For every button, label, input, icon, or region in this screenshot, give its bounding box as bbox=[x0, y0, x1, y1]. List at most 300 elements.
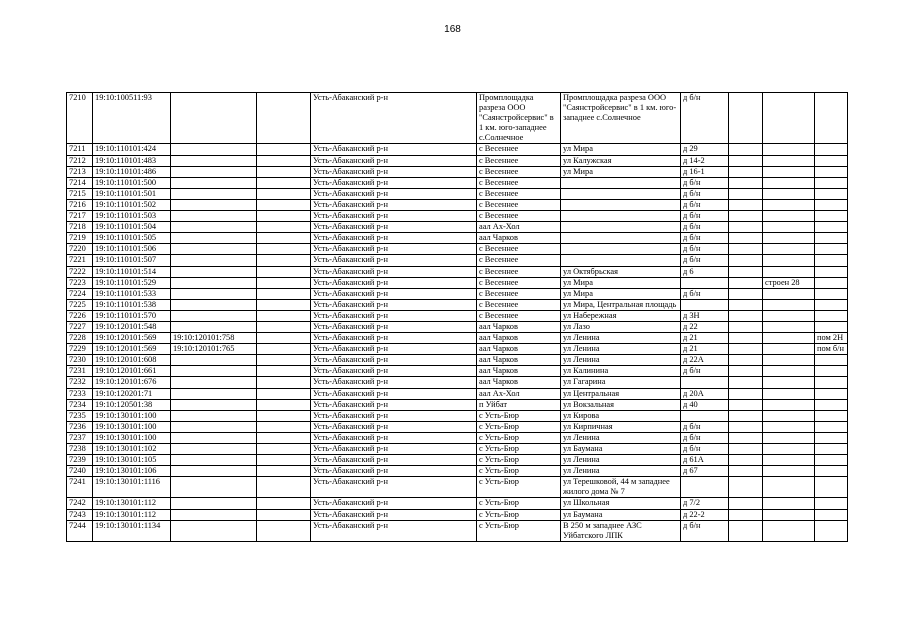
cell-locality: с Весеннее bbox=[477, 266, 561, 277]
cell-linked-cadastral-number bbox=[171, 266, 257, 277]
cell-linked-cadastral-number bbox=[171, 355, 257, 366]
cell-cadastral-number: 19:10:110101:502 bbox=[93, 199, 171, 210]
cell-row-number: 7217 bbox=[67, 211, 93, 222]
table-row bbox=[67, 155, 848, 166]
cell-row-number: 7243 bbox=[67, 509, 93, 520]
cell-building bbox=[763, 477, 815, 498]
cell-building bbox=[763, 498, 815, 509]
cell-cadastral-number: 19:10:110101:506 bbox=[93, 244, 171, 255]
cell-street: В 250 м западнее АЗС Уйбатского ЛПК bbox=[561, 520, 681, 541]
cell-row-number: 7233 bbox=[67, 388, 93, 399]
cell-premises bbox=[815, 277, 848, 288]
cell-column-4 bbox=[257, 266, 311, 277]
cell-linked-cadastral-number bbox=[171, 399, 257, 410]
cell-row-number: 7244 bbox=[67, 520, 93, 541]
cell-column-9 bbox=[729, 266, 763, 277]
cell-building bbox=[763, 432, 815, 443]
cell-linked-cadastral-number bbox=[171, 310, 257, 321]
cell-column-4 bbox=[257, 233, 311, 244]
cell-column-9 bbox=[729, 144, 763, 155]
cell-column-4 bbox=[257, 255, 311, 266]
cell-locality: аал Ах-Хол bbox=[477, 388, 561, 399]
cell-building bbox=[763, 222, 815, 233]
cell-house: д 61А bbox=[681, 455, 729, 466]
cell-column-9 bbox=[729, 288, 763, 299]
cell-building bbox=[763, 520, 815, 541]
cell-house: д 67 bbox=[681, 466, 729, 477]
cell-cadastral-number: 19:10:110101:501 bbox=[93, 188, 171, 199]
cell-linked-cadastral-number bbox=[171, 255, 257, 266]
cell-building bbox=[763, 310, 815, 321]
cell-street bbox=[561, 211, 681, 222]
cell-district: Усть-Абаканский р-н bbox=[311, 266, 477, 277]
cell-building bbox=[763, 509, 815, 520]
cell-building bbox=[763, 177, 815, 188]
cell-row-number: 7241 bbox=[67, 477, 93, 498]
cell-premises bbox=[815, 477, 848, 498]
cell-column-4 bbox=[257, 344, 311, 355]
cell-district: Усть-Абаканский р-н bbox=[311, 355, 477, 366]
cell-linked-cadastral-number bbox=[171, 144, 257, 155]
cell-column-9 bbox=[729, 388, 763, 399]
cell-locality: с Весеннее bbox=[477, 211, 561, 222]
cell-column-9 bbox=[729, 321, 763, 332]
cell-building bbox=[763, 355, 815, 366]
table-row bbox=[67, 166, 848, 177]
cell-column-4 bbox=[257, 377, 311, 388]
cell-cadastral-number: 19:10:120101:676 bbox=[93, 377, 171, 388]
cell-column-4 bbox=[257, 366, 311, 377]
cell-locality: с Весеннее bbox=[477, 144, 561, 155]
cell-district: Усть-Абаканский р-н bbox=[311, 177, 477, 188]
cell-cadastral-number: 19:10:110101:507 bbox=[93, 255, 171, 266]
cell-row-number: 7237 bbox=[67, 432, 93, 443]
table-row bbox=[67, 432, 848, 443]
cell-premises bbox=[815, 244, 848, 255]
cell-building bbox=[763, 344, 815, 355]
cell-premises bbox=[815, 355, 848, 366]
cell-building bbox=[763, 410, 815, 421]
cell-column-4 bbox=[257, 310, 311, 321]
cell-cadastral-number: 19:10:120501:38 bbox=[93, 399, 171, 410]
cell-premises: пом б/н bbox=[815, 344, 848, 355]
cell-column-4 bbox=[257, 432, 311, 443]
table-row bbox=[67, 520, 848, 541]
cell-house: д 22-2 bbox=[681, 509, 729, 520]
cell-premises bbox=[815, 266, 848, 277]
cell-row-number: 7219 bbox=[67, 233, 93, 244]
cell-cadastral-number: 19:10:130101:100 bbox=[93, 432, 171, 443]
table-row bbox=[67, 233, 848, 244]
cell-street: ул Кирова bbox=[561, 410, 681, 421]
cell-column-4 bbox=[257, 277, 311, 288]
cell-row-number: 7221 bbox=[67, 255, 93, 266]
cell-column-4 bbox=[257, 421, 311, 432]
cell-column-4 bbox=[257, 299, 311, 310]
cell-column-4 bbox=[257, 177, 311, 188]
cell-linked-cadastral-number bbox=[171, 432, 257, 443]
cell-premises bbox=[815, 233, 848, 244]
cell-house: д 3Н bbox=[681, 310, 729, 321]
cell-column-9 bbox=[729, 498, 763, 509]
cell-street: ул Октябрьская bbox=[561, 266, 681, 277]
table-row bbox=[67, 466, 848, 477]
cell-cadastral-number: 19:10:130101:112 bbox=[93, 498, 171, 509]
cell-column-9 bbox=[729, 166, 763, 177]
cell-column-4 bbox=[257, 388, 311, 399]
cell-row-number: 7213 bbox=[67, 166, 93, 177]
cell-column-9 bbox=[729, 344, 763, 355]
cell-district: Усть-Абаканский р-н bbox=[311, 255, 477, 266]
cell-linked-cadastral-number bbox=[171, 199, 257, 210]
cell-district: Усть-Абаканский р-н bbox=[311, 377, 477, 388]
cell-district: Усть-Абаканский р-н bbox=[311, 455, 477, 466]
cell-district: Усть-Абаканский р-н bbox=[311, 509, 477, 520]
cell-building bbox=[763, 299, 815, 310]
cell-house: д б/н bbox=[681, 93, 729, 144]
cell-locality: с Усть-Бюр bbox=[477, 509, 561, 520]
cell-linked-cadastral-number bbox=[171, 277, 257, 288]
cell-column-9 bbox=[729, 277, 763, 288]
cell-district: Усть-Абаканский р-н bbox=[311, 288, 477, 299]
cell-row-number: 7230 bbox=[67, 355, 93, 366]
cell-locality: с Усть-Бюр bbox=[477, 410, 561, 421]
cell-house: д б/н bbox=[681, 432, 729, 443]
cell-district: Усть-Абаканский р-н bbox=[311, 144, 477, 155]
cell-linked-cadastral-number bbox=[171, 477, 257, 498]
cell-building bbox=[763, 444, 815, 455]
cell-column-9 bbox=[729, 211, 763, 222]
cell-premises bbox=[815, 155, 848, 166]
cell-row-number: 7229 bbox=[67, 344, 93, 355]
cell-premises bbox=[815, 455, 848, 466]
cell-cadastral-number: 19:10:120101:569 bbox=[93, 333, 171, 344]
cell-premises bbox=[815, 466, 848, 477]
cell-district: Усть-Абаканский р-н bbox=[311, 399, 477, 410]
cell-district: Усть-Абаканский р-н bbox=[311, 277, 477, 288]
cell-linked-cadastral-number: 19:10:120101:758 bbox=[171, 333, 257, 344]
cell-linked-cadastral-number bbox=[171, 211, 257, 222]
cell-district: Усть-Абаканский р-н bbox=[311, 188, 477, 199]
cell-building bbox=[763, 255, 815, 266]
cell-street: ул Мира bbox=[561, 288, 681, 299]
cell-street: ул Набережная bbox=[561, 310, 681, 321]
cell-locality: с Весеннее bbox=[477, 277, 561, 288]
cell-cadastral-number: 19:10:110101:503 bbox=[93, 211, 171, 222]
cell-linked-cadastral-number bbox=[171, 244, 257, 255]
cell-column-9 bbox=[729, 444, 763, 455]
cell-street: ул Ленина bbox=[561, 333, 681, 344]
cell-column-4 bbox=[257, 410, 311, 421]
cell-building bbox=[763, 421, 815, 432]
cell-premises bbox=[815, 444, 848, 455]
cell-column-4 bbox=[257, 509, 311, 520]
cell-column-9 bbox=[729, 421, 763, 432]
cell-street: ул Кирпичная bbox=[561, 421, 681, 432]
cell-premises bbox=[815, 388, 848, 399]
registry-table bbox=[66, 92, 848, 542]
cell-cadastral-number: 19:10:100511:93 bbox=[93, 93, 171, 144]
cell-cadastral-number: 19:10:130101:100 bbox=[93, 410, 171, 421]
cell-district: Усть-Абаканский р-н bbox=[311, 321, 477, 332]
cell-building bbox=[763, 144, 815, 155]
cell-column-4 bbox=[257, 144, 311, 155]
cell-column-4 bbox=[257, 520, 311, 541]
cell-column-9 bbox=[729, 432, 763, 443]
cell-house: д б/н bbox=[681, 199, 729, 210]
cell-street: ул Мира bbox=[561, 144, 681, 155]
cell-column-4 bbox=[257, 155, 311, 166]
cell-column-4 bbox=[257, 455, 311, 466]
cell-locality: с Весеннее bbox=[477, 244, 561, 255]
cell-linked-cadastral-number bbox=[171, 498, 257, 509]
cell-premises bbox=[815, 410, 848, 421]
cell-street: ул Ленина bbox=[561, 466, 681, 477]
cell-locality: аал Чарков bbox=[477, 321, 561, 332]
cell-column-9 bbox=[729, 509, 763, 520]
cell-linked-cadastral-number bbox=[171, 233, 257, 244]
cell-house bbox=[681, 410, 729, 421]
cell-street: ул Ленина bbox=[561, 355, 681, 366]
cell-row-number: 7222 bbox=[67, 266, 93, 277]
cell-street: ул Терешковой, 44 м западнее жилого дома № 7 bbox=[561, 477, 681, 498]
cell-row-number: 7238 bbox=[67, 444, 93, 455]
cell-premises bbox=[815, 211, 848, 222]
cell-linked-cadastral-number bbox=[171, 93, 257, 144]
cell-district: Усть-Абаканский р-н bbox=[311, 166, 477, 177]
cell-house bbox=[681, 277, 729, 288]
cell-cadastral-number: 19:10:130101:105 bbox=[93, 455, 171, 466]
cell-cadastral-number: 19:10:110101:570 bbox=[93, 310, 171, 321]
cell-linked-cadastral-number bbox=[171, 455, 257, 466]
cell-row-number: 7211 bbox=[67, 144, 93, 155]
cell-locality: с Весеннее bbox=[477, 177, 561, 188]
cell-building bbox=[763, 233, 815, 244]
cell-house: д б/н bbox=[681, 211, 729, 222]
cell-house: д 21 bbox=[681, 333, 729, 344]
cell-house: д б/н bbox=[681, 188, 729, 199]
cell-column-9 bbox=[729, 333, 763, 344]
cell-column-4 bbox=[257, 222, 311, 233]
cell-house: д 40 bbox=[681, 399, 729, 410]
cell-building bbox=[763, 466, 815, 477]
cell-column-9 bbox=[729, 477, 763, 498]
cell-cadastral-number: 19:10:120201:71 bbox=[93, 388, 171, 399]
cell-house: д б/н bbox=[681, 222, 729, 233]
cell-street bbox=[561, 255, 681, 266]
cell-locality: с Весеннее bbox=[477, 166, 561, 177]
cell-house: д б/н bbox=[681, 177, 729, 188]
cell-premises: пом 2Н bbox=[815, 333, 848, 344]
cell-building bbox=[763, 211, 815, 222]
cell-house: д 21 bbox=[681, 344, 729, 355]
cell-street: ул Ленина bbox=[561, 455, 681, 466]
cell-street: ул Мира bbox=[561, 277, 681, 288]
cell-linked-cadastral-number bbox=[171, 410, 257, 421]
cell-district: Усть-Абаканский р-н bbox=[311, 366, 477, 377]
cell-locality: с Усть-Бюр bbox=[477, 432, 561, 443]
cell-locality: аал Чарков bbox=[477, 355, 561, 366]
cell-building bbox=[763, 388, 815, 399]
cell-locality: с Усть-Бюр bbox=[477, 520, 561, 541]
cell-premises bbox=[815, 432, 848, 443]
cell-cadastral-number: 19:10:130101:102 bbox=[93, 444, 171, 455]
cell-street: ул Гагарина bbox=[561, 377, 681, 388]
cell-house: д б/н bbox=[681, 520, 729, 541]
cell-cadastral-number: 19:10:110101:486 bbox=[93, 166, 171, 177]
cell-locality: с Весеннее bbox=[477, 199, 561, 210]
cell-row-number: 7215 bbox=[67, 188, 93, 199]
cell-district: Усть-Абаканский р-н bbox=[311, 310, 477, 321]
cell-linked-cadastral-number bbox=[171, 509, 257, 520]
cell-district: Усть-Абаканский р-н bbox=[311, 520, 477, 541]
cell-cadastral-number: 19:10:120101:569 bbox=[93, 344, 171, 355]
table-row bbox=[67, 199, 848, 210]
cell-building bbox=[763, 455, 815, 466]
cell-premises bbox=[815, 288, 848, 299]
cell-linked-cadastral-number bbox=[171, 377, 257, 388]
cell-house: д б/н bbox=[681, 233, 729, 244]
table-row bbox=[67, 188, 848, 199]
cell-street bbox=[561, 177, 681, 188]
cell-premises bbox=[815, 166, 848, 177]
cell-premises bbox=[815, 377, 848, 388]
cell-row-number: 7234 bbox=[67, 399, 93, 410]
cell-street bbox=[561, 188, 681, 199]
cell-district: Усть-Абаканский р-н bbox=[311, 244, 477, 255]
cell-building bbox=[763, 266, 815, 277]
cell-building bbox=[763, 188, 815, 199]
cell-cadastral-number: 19:10:130101:106 bbox=[93, 466, 171, 477]
cell-house bbox=[681, 299, 729, 310]
cell-premises bbox=[815, 498, 848, 509]
cell-locality: с Весеннее bbox=[477, 255, 561, 266]
cell-row-number: 7228 bbox=[67, 333, 93, 344]
cell-street: ул Лазо bbox=[561, 321, 681, 332]
table-row bbox=[67, 310, 848, 321]
cell-district: Усть-Абаканский р-н bbox=[311, 477, 477, 498]
cell-column-4 bbox=[257, 355, 311, 366]
cell-locality: аал Чарков bbox=[477, 366, 561, 377]
page-number: 168 bbox=[444, 24, 461, 35]
cell-premises bbox=[815, 222, 848, 233]
cell-row-number: 7231 bbox=[67, 366, 93, 377]
cell-column-9 bbox=[729, 93, 763, 144]
cell-column-9 bbox=[729, 299, 763, 310]
cell-building: строен 28 bbox=[763, 277, 815, 288]
cell-linked-cadastral-number bbox=[171, 299, 257, 310]
cell-house: д 22 bbox=[681, 321, 729, 332]
cell-column-9 bbox=[729, 244, 763, 255]
cell-column-9 bbox=[729, 233, 763, 244]
cell-row-number: 7216 bbox=[67, 199, 93, 210]
cell-locality: п Уйбат bbox=[477, 399, 561, 410]
cell-row-number: 7240 bbox=[67, 466, 93, 477]
table-row bbox=[67, 399, 848, 410]
cell-column-4 bbox=[257, 188, 311, 199]
cell-row-number: 7242 bbox=[67, 498, 93, 509]
cell-district: Усть-Абаканский р-н bbox=[311, 155, 477, 166]
cell-house: д 7/2 bbox=[681, 498, 729, 509]
table-row bbox=[67, 509, 848, 520]
cell-building bbox=[763, 166, 815, 177]
cell-premises bbox=[815, 366, 848, 377]
cell-premises bbox=[815, 144, 848, 155]
cell-cadastral-number: 19:10:130101:1134 bbox=[93, 520, 171, 541]
cell-column-9 bbox=[729, 366, 763, 377]
cell-column-9 bbox=[729, 455, 763, 466]
cell-row-number: 7227 bbox=[67, 321, 93, 332]
cell-street: ул Ленина bbox=[561, 344, 681, 355]
table-row bbox=[67, 477, 848, 498]
cell-district: Усть-Абаканский р-н bbox=[311, 93, 477, 144]
table-row bbox=[67, 377, 848, 388]
cell-house: д б/н bbox=[681, 255, 729, 266]
cell-column-4 bbox=[257, 333, 311, 344]
cell-column-4 bbox=[257, 444, 311, 455]
cell-linked-cadastral-number bbox=[171, 177, 257, 188]
cell-street bbox=[561, 233, 681, 244]
cell-column-4 bbox=[257, 211, 311, 222]
cell-street: ул Мира, Центральная площадь bbox=[561, 299, 681, 310]
table-row bbox=[67, 277, 848, 288]
cell-locality: аал Чарков bbox=[477, 333, 561, 344]
cell-row-number: 7214 bbox=[67, 177, 93, 188]
cell-column-9 bbox=[729, 188, 763, 199]
cell-house: д б/н bbox=[681, 421, 729, 432]
table-row bbox=[67, 455, 848, 466]
cell-linked-cadastral-number bbox=[171, 222, 257, 233]
cell-district: Усть-Абаканский р-н bbox=[311, 421, 477, 432]
cell-street: Промплощадка разреза ООО "Саянстройсервис" в 1 км. юго-западнее с.Солнечное bbox=[561, 93, 681, 144]
cell-row-number: 7225 bbox=[67, 299, 93, 310]
cell-column-4 bbox=[257, 466, 311, 477]
table-row bbox=[67, 211, 848, 222]
table-row bbox=[67, 321, 848, 332]
cell-district: Усть-Абаканский р-н bbox=[311, 466, 477, 477]
cell-house: д 14-2 bbox=[681, 155, 729, 166]
cell-column-4 bbox=[257, 244, 311, 255]
table-row bbox=[67, 177, 848, 188]
cell-linked-cadastral-number bbox=[171, 421, 257, 432]
cell-cadastral-number: 19:10:110101:538 bbox=[93, 299, 171, 310]
cell-linked-cadastral-number bbox=[171, 520, 257, 541]
cell-locality: с Весеннее bbox=[477, 310, 561, 321]
cell-locality: аал Чарков bbox=[477, 377, 561, 388]
cell-locality: с Весеннее bbox=[477, 188, 561, 199]
table-row bbox=[67, 366, 848, 377]
cell-premises bbox=[815, 321, 848, 332]
cell-locality: с Весеннее bbox=[477, 299, 561, 310]
cell-row-number: 7235 bbox=[67, 410, 93, 421]
cell-house: д 16-1 bbox=[681, 166, 729, 177]
cell-linked-cadastral-number bbox=[171, 155, 257, 166]
cell-building bbox=[763, 155, 815, 166]
cell-column-9 bbox=[729, 399, 763, 410]
table-row bbox=[67, 344, 848, 355]
cell-district: Усть-Абаканский р-н bbox=[311, 410, 477, 421]
cell-cadastral-number: 19:10:110101:500 bbox=[93, 177, 171, 188]
cell-linked-cadastral-number bbox=[171, 444, 257, 455]
cell-building bbox=[763, 93, 815, 144]
cell-street bbox=[561, 222, 681, 233]
cell-premises bbox=[815, 310, 848, 321]
cell-linked-cadastral-number bbox=[171, 466, 257, 477]
cell-linked-cadastral-number bbox=[171, 188, 257, 199]
cell-locality: с Усть-Бюр bbox=[477, 421, 561, 432]
cell-row-number: 7218 bbox=[67, 222, 93, 233]
cell-house bbox=[681, 477, 729, 498]
